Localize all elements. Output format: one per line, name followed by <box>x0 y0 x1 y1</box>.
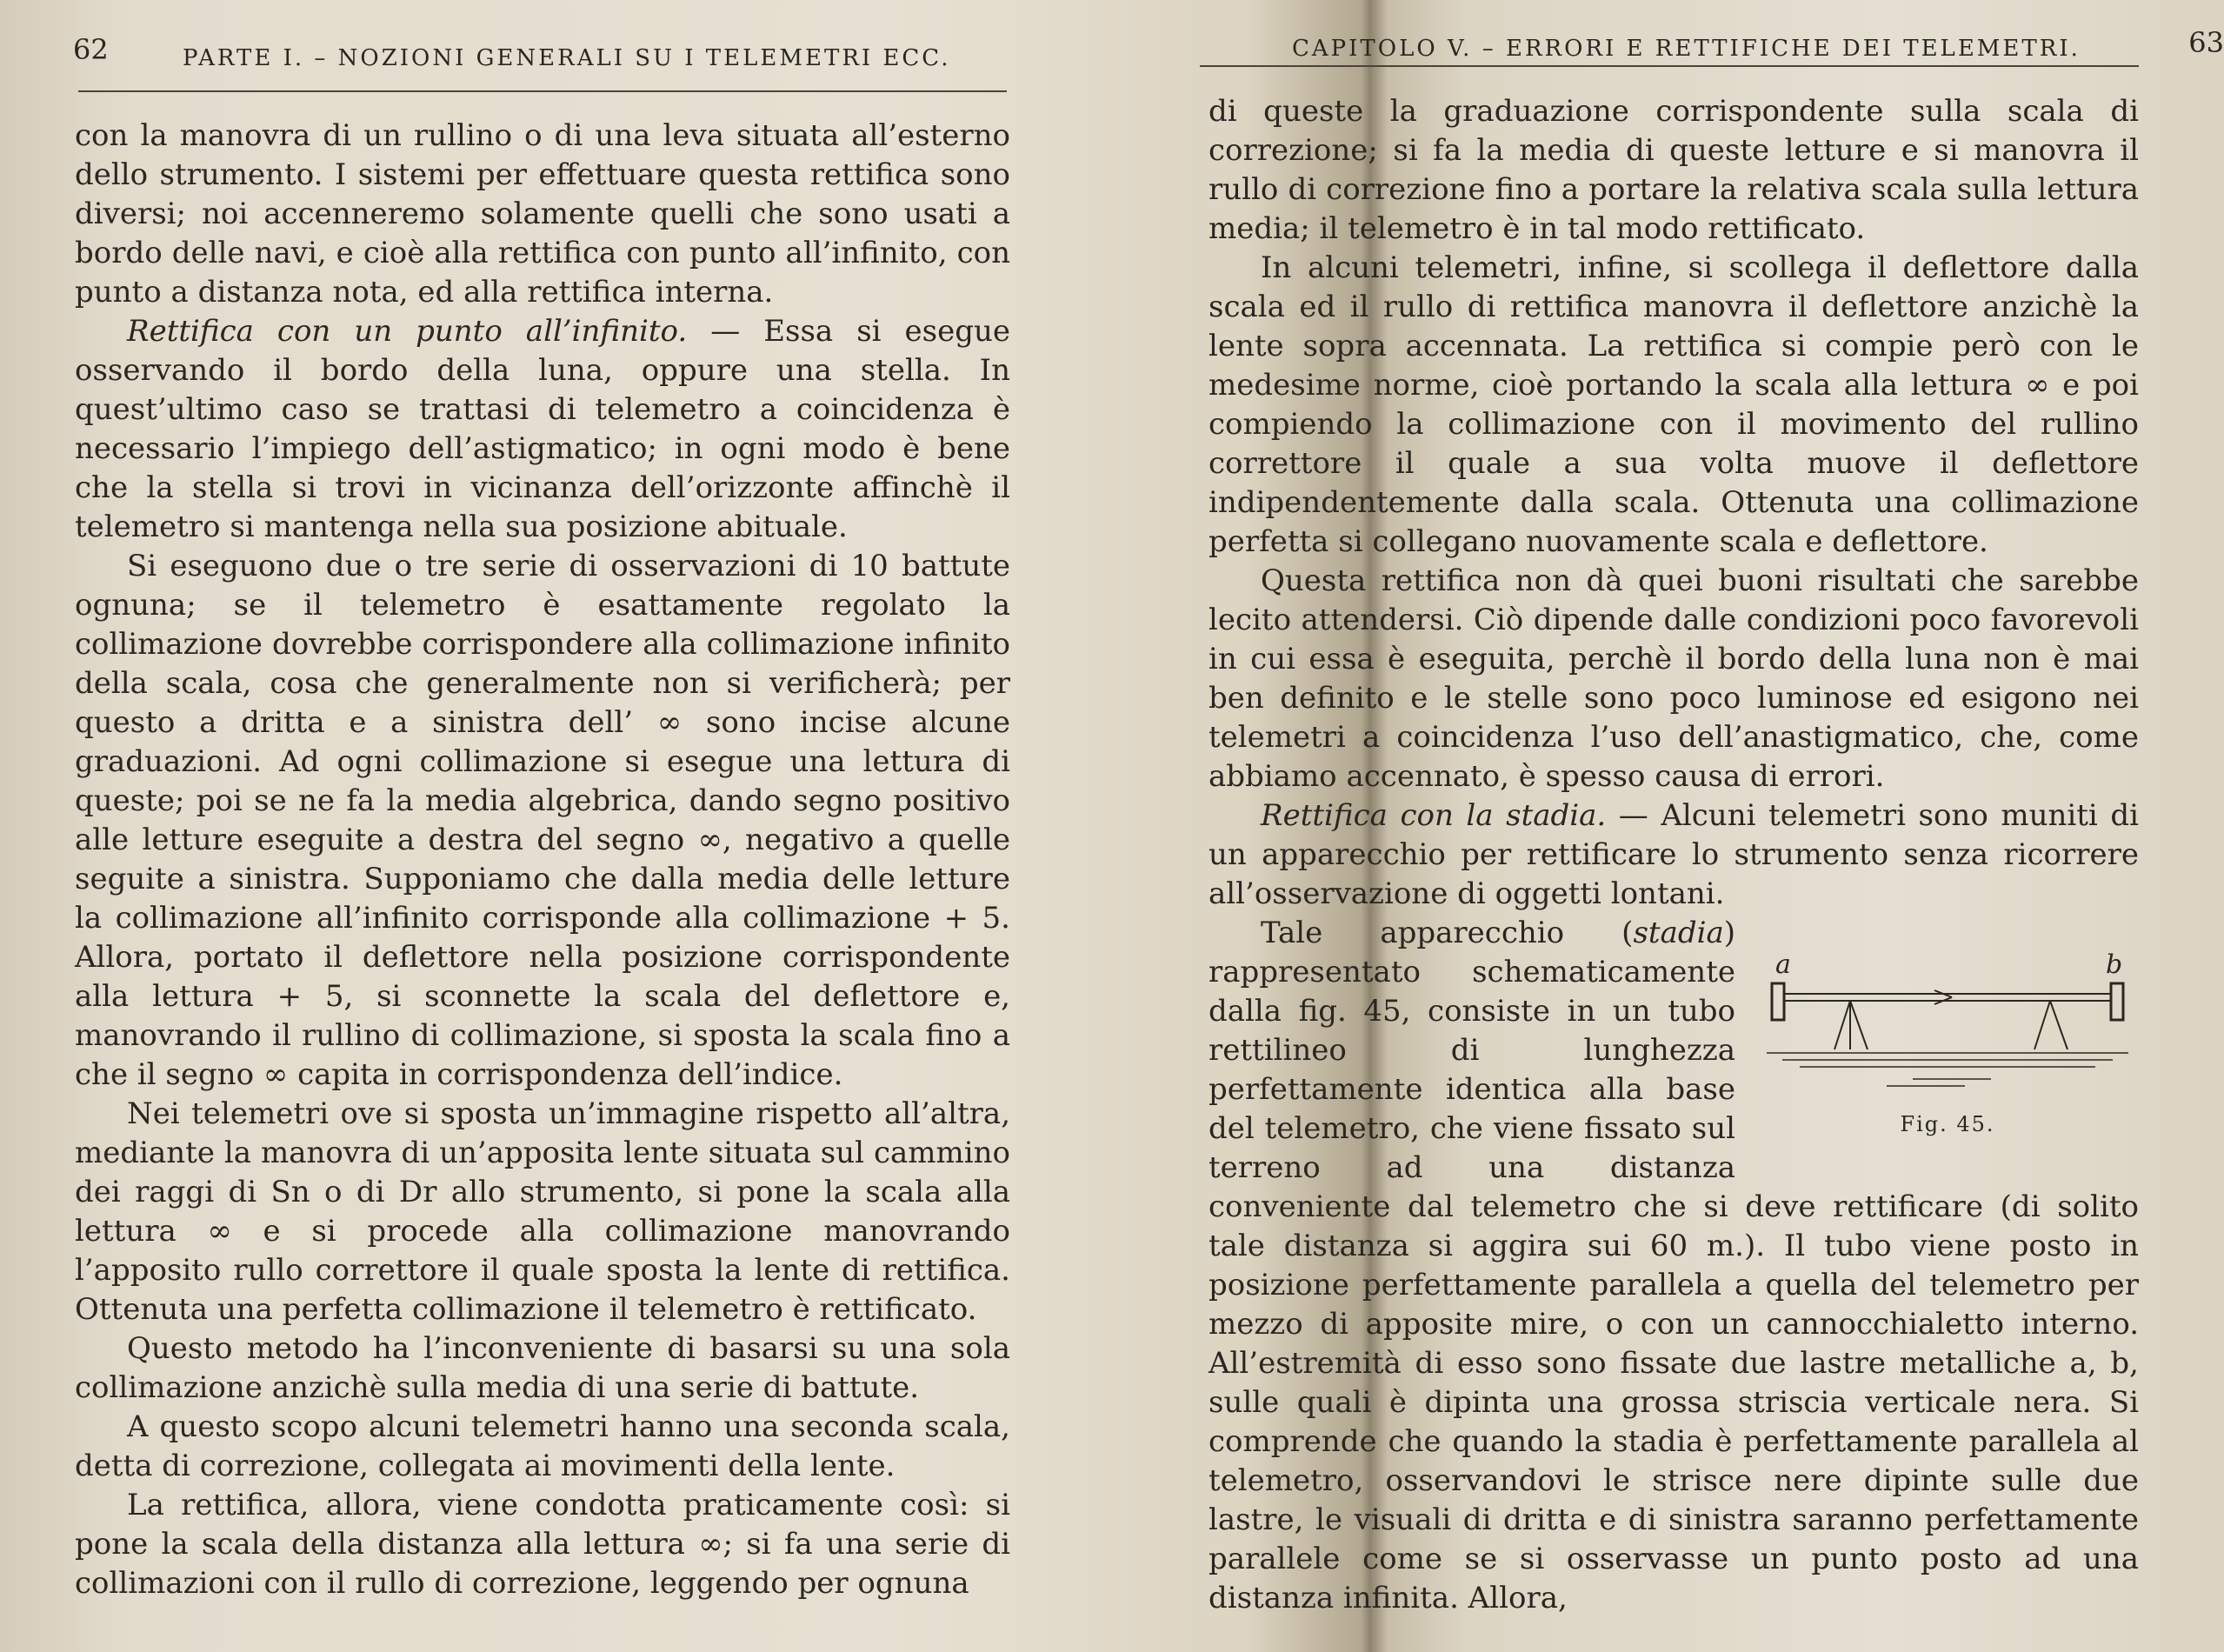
stadia-figure <box>1756 921 2139 1182</box>
paragraph: Si eseguono due o tre serie di osservazioni di 10 battute ognuna; se il telemetro è esattamente regolato la collimazione dovrebbe corrispondere alla collimazione infinito della scala, cosa che generalmente non si verificherà; per questo a dritta e a sinistra dell’ ∞ sono incise alcune graduazioni. Ad ogni collimazione si esegue una lettura di queste; poi se ne fa la media algebrica, dando segno positivo alle letture eseguite a destra del segno ∞, negativo a quelle seguite a sinistra. Supponiamo che dalla media delle letture la collimazione all’infinito corrisponde alla collimazione + 5. Allora, portato il deflettore nella posizione corrispondente alla lettura + 5, si sconnette la scala del deflettore e, manovrando il rullino di collimazione, si sposta la scala fino a che il segno ∞ capita in corrispondenza dell’indice. <box>75 549 1010 1092</box>
left-page <box>0 0 1104 1652</box>
section-heading: Rettifica con un punto all’infinito. <box>127 314 688 349</box>
plate-label-a: a <box>1775 949 1791 980</box>
ground-lines <box>1767 1053 2128 1086</box>
paragraph: Questo metodo ha l’inconveniente di basarsi su una sola collimazione anzichè sulla media di una serie di battute. <box>75 1331 1010 1405</box>
right-running-head: CAPITOLO V. – ERRORI E RETTIFICHE DEI TELEMETRI. <box>1292 36 2081 62</box>
left-running-head: PARTE I. – NOZIONI GENERALI SU I TELEMETRI ECC. <box>183 45 951 71</box>
tripod-supports <box>1834 1001 2068 1049</box>
right-page-text <box>1209 92 2139 1618</box>
right-page <box>1130 0 2224 1652</box>
right-page-number: 63 <box>2188 26 2224 59</box>
paragraph: con la manovra di un rullino o di una leva situata all’esterno dello strumento. I sistemi per effettuare questa rettifica sono diversi; noi accenneremo solamente quelli che sono usati a bordo delle navi, e cioè alla rettifica con punto all’infinito, con punto a distanza nota, ed alla rettifica interna. <box>75 118 1010 310</box>
left-page-number: 62 <box>73 33 109 66</box>
right-page-header <box>1130 26 2224 68</box>
paragraph: Rettifica con un punto all’infinito. — Essa si esegue osservando il bordo della luna, oppure una stella. In quest’ultimo caso se trattasi di telemetro a coincidenza è necessario l’impiego dell’astigmatico; in ogni modo è bene che la stella si trovi in vicinanza dell’orizzonte affinchè il telemetro si mantenga nella sua posizione abituale. <box>75 314 1010 544</box>
paragraph: In alcuni telemetri, infine, si scollega il deflettore dalla scala ed il rullo di rettifica manovra il deflettore anzichè la lente sopra accennata. La rettifica si compie però con le medesime norme, cioè portando la scala alla lettura ∞ e poi compiendo la collimazione con il movimento del rullino correttore il quale a sua volta muove il deflettore indipendentemente dalla scala. Ottenuta una collimazione perfetta si collegano nuovamente scala e deflettore. <box>1209 250 2139 559</box>
plate-label-b: b <box>2106 949 2123 980</box>
left-page-header <box>0 33 1104 71</box>
paragraph: La rettifica, allora, viene condotta praticamente così: si pone la scala della distanza alla lettura ∞; si fa una serie di collimazioni con il rullo di correzione, leggendo per ognuna <box>75 1488 1010 1601</box>
section-heading: Rettifica con la stadia. <box>1261 798 1607 833</box>
stadia-diagram <box>1756 921 2139 1095</box>
italic-term: stadia <box>1633 916 1724 950</box>
paragraph: Rettifica con la stadia. — Alcuni telemetri sono muniti di un apparecchio per rettificare lo strumento senza ricorrere all’osservazione di oggetti lontani. <box>1209 798 2139 911</box>
paragraph: A questo scopo alcuni telemetri hanno una seconda scala, detta di correzione, collegata ai movimenti della lente. <box>75 1409 1010 1483</box>
paragraph: Nei telemetri ove si sposta un’immagine rispetto all’altra, mediante la manovra di un’apposita lente situata sul cammino dei raggi di Sn o di Dr allo strumento, si pone la scala alla lettura ∞ e si procede alla collimazione manovrando l’apposito rullo correttore il quale sposta la lente di rettifica. Ottenuta una perfetta collimazione il telemetro è rettificato. <box>75 1096 1010 1327</box>
paragraph: di queste la graduazione corrispondente sulla scala di correzione; si fa la media di queste letture e si manovra il rullo di correzione fino a portare la relativa scala sulla lettura media; il telemetro è in tal modo rettificato. <box>1209 94 2139 246</box>
right-header-rule <box>1200 65 2139 67</box>
figure-caption: Fig. 45. <box>1900 1112 1995 1136</box>
paragraph: Questa rettifica non dà quei buoni risultati che sarebbe lecito attendersi. Ciò dipende dalle condizioni poco favorevoli in cui essa è eseguita, perchè il bordo della luna non è mai ben definito e le stelle sono poco luminose ed esigono nei telemetri a coincidenza l’uso dell’anastigmatico, che, come abbiamo accennato, è spesso causa di errori. <box>1209 563 2139 794</box>
stadia-tube <box>1772 983 2123 1020</box>
left-header-rule <box>78 90 1007 92</box>
paragraph: Tale apparecchio (stadia) rappresentato schematicamente dalla fig. 45, consiste in un tubo rettilineo di lunghezza perfettamente identica alla base del telemetro, che viene fissato sul terreno ad una distanza conveniente dal telemetro che si deve rettificare (di solito tale distanza si aggira sui 60 m.). Il tubo viene posto in posizione perfettamente parallela a quella del telemetro per mezzo di apposite mire, o con un cannocchialetto interno. All’estremità di esso sono fissate due lastre metalliche a, b, sulle quali è dipinta una grossa striscia verticale nera. Si comprende che quando la stadia è perfettamente parallela al telemetro, osservandovi le strisce nere dipinte sulle due lastre, le visuali di dritta e di sinistra saranno perfettamente parallele come se si osservasse un punto posto ad una distanza infinita. Allora, <box>1209 916 2139 1615</box>
left-page-text <box>75 117 1010 1603</box>
figure-wrap <box>1209 914 2139 1618</box>
